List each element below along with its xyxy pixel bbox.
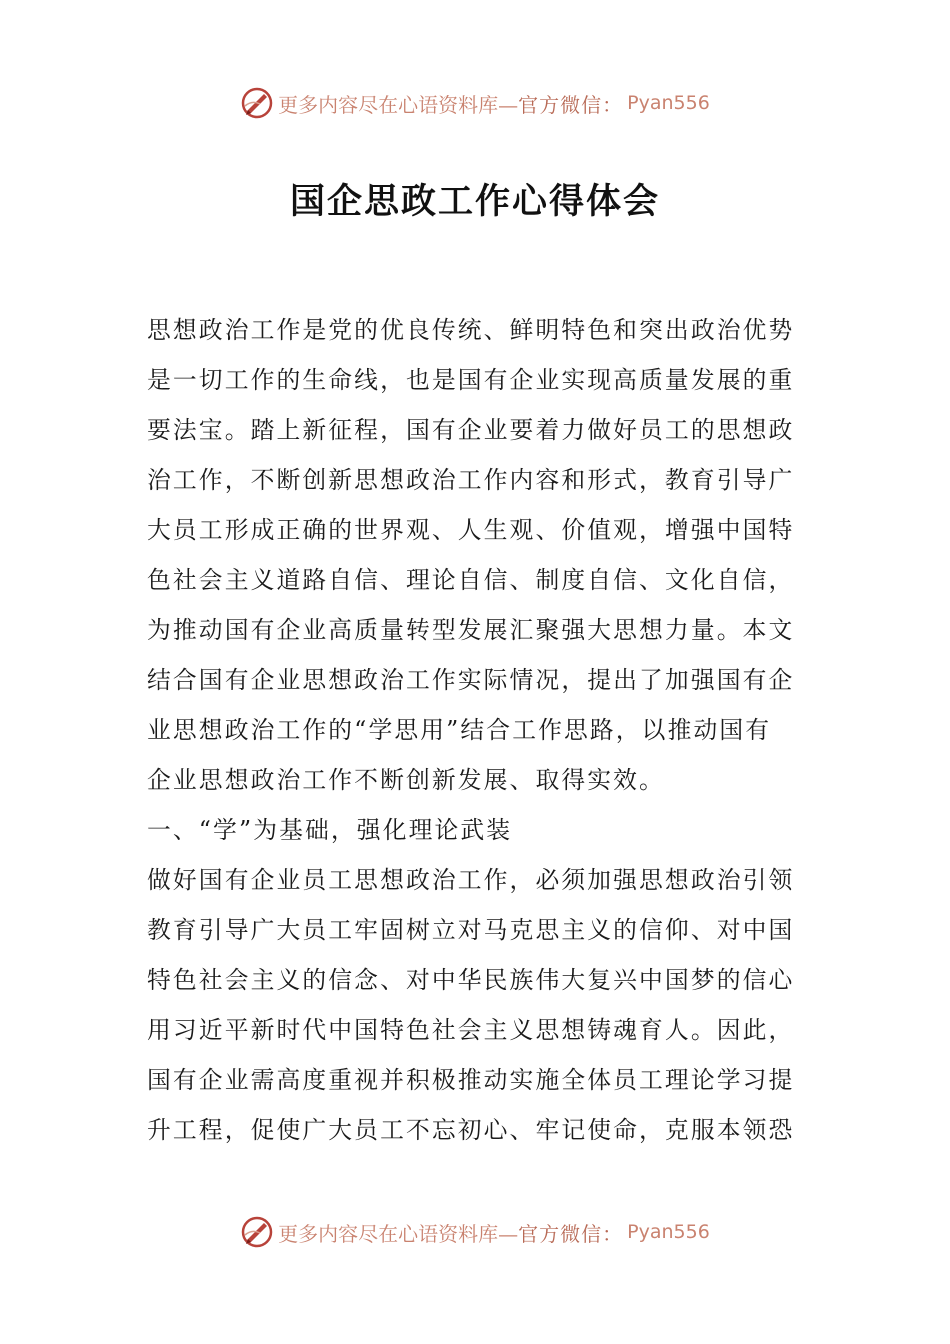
body-line: 治工作，不断创新思想政治工作内容和形式，教育引导广 — [147, 466, 795, 494]
banner-wechat-id: Pyan556 — [627, 92, 710, 114]
banner-wechat-id: Pyan556 — [627, 1221, 710, 1243]
pen-logo-icon — [240, 1215, 274, 1249]
document-body — [147, 305, 807, 1155]
document-title: 国企思政工作心得体会 — [289, 182, 660, 222]
section-heading: 一、“学”为基础，强化理论武装 — [147, 816, 513, 844]
body-line: 为推动国有企业高质量转型发展汇聚强大思想力量。本文 — [147, 616, 795, 644]
body-line: 国有企业需高度重视并积极推动实施全体员工理论学习提 — [147, 1066, 795, 1094]
body-line: 结合国有企业思想政治工作实际情况，提出了加强国有企 — [147, 666, 795, 694]
body-line: 大员工形成正确的世界观、人生观、价值观，增强中国特 — [147, 516, 795, 544]
body-line: 业思想政治工作的“学思用”结合工作思路，以推动国有 — [147, 716, 772, 744]
banner-wechat-label: 官方微信： — [518, 92, 624, 117]
header-banner — [0, 83, 950, 123]
body-line: 色社会主义道路自信、理论自信、制度自信、文化自信， — [147, 566, 795, 594]
body-line: 是一切工作的生命线，也是国有企业实现高质量发展的重 — [147, 366, 795, 394]
footer-banner — [0, 1212, 950, 1252]
body-line: 特色社会主义的信念、对中华民族伟大复兴中国梦的信心 — [147, 966, 795, 994]
body-line: 教育引导广大员工牢固树立对马克思主义的信仰、对中国 — [147, 916, 795, 944]
banner-brand: 更多内容尽在心语资料库— — [278, 1221, 519, 1246]
body-line: 用习近平新时代中国特色社会主义思想铸魂育人。因此， — [147, 1016, 795, 1044]
banner-wechat-label: 官方微信： — [518, 1221, 624, 1246]
pen-logo-icon — [240, 86, 274, 120]
body-line: 做好国有企业员工思想政治工作，必须加强思想政治引领 — [147, 866, 795, 894]
banner-brand: 更多内容尽在心语资料库— — [278, 92, 519, 117]
body-line: 要法宝。踏上新征程，国有企业要着力做好员工的思想政 — [147, 416, 795, 444]
body-line: 思想政治工作是党的优良传统、鲜明特色和突出政治优势 — [147, 316, 795, 344]
body-line: 升工程，促使广大员工不忘初心、牢记使命，克服本领恐 — [147, 1116, 795, 1144]
body-line: 企业思想政治工作不断创新发展、取得实效。 — [147, 766, 665, 794]
